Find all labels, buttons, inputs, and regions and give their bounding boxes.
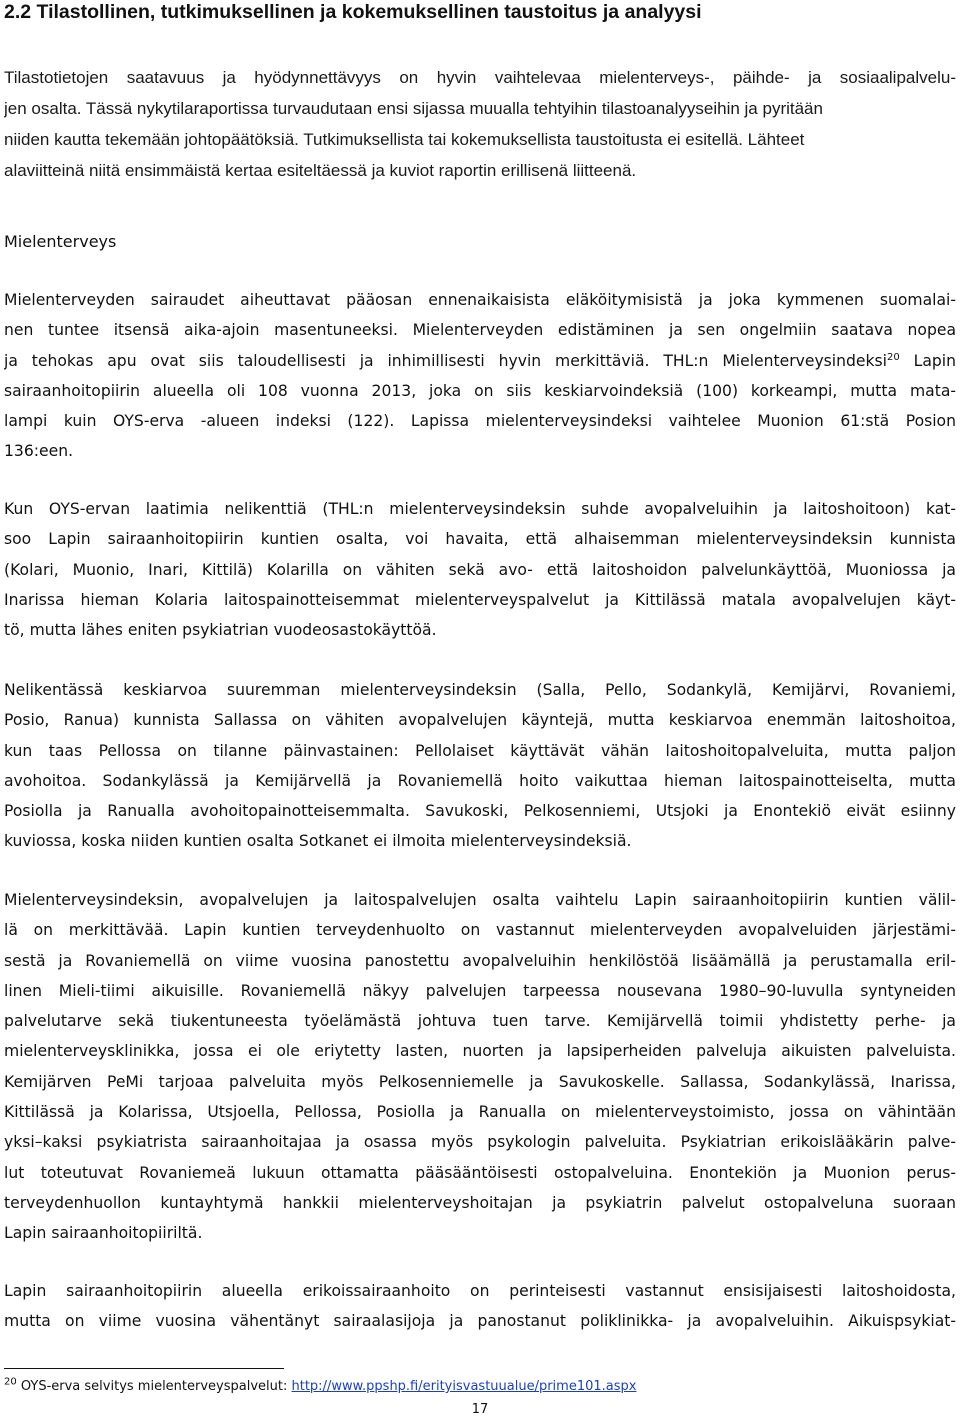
text-line: kun taas Pellossa on tilanne päinvastainen: Pellolaiset käyttävät vähän laitoshoitopalveluita, mutta paljon [4, 741, 956, 760]
text-line: Kun OYS-ervan laatimia nelikenttiä (THL:n mielenterveysindeksin suhde avopalveluihin ja laitoshoitoon) kat- [4, 500, 956, 518]
text-line: lä on merkittävää. Lapin kuntien terveydenhuolto on vastannut mielenterveyden avopalveluiden järjestämi- [4, 921, 956, 940]
text-line: Kittilässä ja Kolarissa, Utsjoella, Pellossa, Posiolla ja Ranualla on mielenterveystoimisto, jossa on vähintään [4, 1103, 956, 1122]
paragraph-3 [4, 675, 956, 857]
text-line: alaviitteinä niitä ensimmäistä kertaa esiteltäessä ja kuviot raportin erillisenä liitteenä. [4, 161, 637, 180]
footnote-link[interactable]: http://www.ppshp.fi/erityisvastuualue/prime101.aspx [291, 1379, 637, 1394]
text-line: lut toteutuvat Rovaniemeä lukuun ottamatta pääsääntöisesti ostopalveluina. Enontekiön ja Muonion perus- [4, 1163, 956, 1182]
text-line: Posio, Ranua) kunnista Sallassa on vähiten avopalvelujen käyntejä, mutta keskiarvoa enemmän laitoshoitoa, [4, 711, 956, 730]
text-line: tö, mutta lähes eniten psykiatrian vuodeosastokäyttöä. [4, 621, 437, 640]
text-line: Inarissa hieman Kolaria laitospainotteisemmat mielenterveyspalvelut ja Kittilässä matala avopalvelujen käyt- [4, 590, 956, 609]
section-heading: 2.2 Tilastollinen, tutkimuksellinen ja kokemuksellinen taustoitus ja analyysi [4, 1, 702, 23]
paragraph-1 [4, 285, 956, 467]
footnote-divider [4, 1368, 284, 1369]
paragraph-2 [4, 494, 956, 645]
paragraph-4 [4, 885, 956, 1249]
text-line: sairaanhoitopiirin alueella oli 108 vuonna 2013, joka on siis keskiarvoindeksiä (100) korkeampi, mutta mata- [4, 381, 956, 400]
text-line: jen osalta. Tässä nykytilaraportissa turvaudutaan ensi sijassa muualla tehtyihin tilastoanalyyseihin ja pyritään [4, 99, 823, 118]
text-line: niiden kautta tekemään johtopäätöksiä. Tutkimuksellista tai kokemuksellista taustoitusta ei esitellä. Lähteet [4, 130, 805, 149]
text-line: avohoitoa. Sodankylässä ja Kemijärvellä ja Rovaniemellä hoito vaikuttaa hieman laitospainotteiselta, mutta [4, 771, 956, 790]
footnote-number: 20 [4, 1376, 17, 1388]
text-line: terveydenhuollon kuntayhtymä hankkii mielenterveyshoitajan ja psykiatrin palvelut ostopalveluna suoraan [4, 1193, 956, 1212]
text-line: Lapin sairaanhoitopiiriltä. [4, 1224, 203, 1243]
footnote-text: OYS-erva selvitys mielenterveyspalvelut: [16, 1379, 292, 1394]
text-line: Mielenterveyden sairaudet aiheuttavat pääosan ennenaikaisista eläköitymisistä ja joka kymmenen suomalai- [4, 291, 956, 309]
text-line: Posiolla ja Ranualla avohoitopainotteisemmalta. Savukoski, Pelkosenniemi, Utsjoki ja Enontekiö eivät esiinny [4, 802, 956, 821]
text-line [4, 346, 956, 376]
footnote [4, 1377, 636, 1397]
subheading-mental-health: Mielenterveys [4, 232, 117, 251]
text-line: Lapin sairaanhoitopiirin alueella erikoissairaanhoito on perinteisesti vastannut ensisijaisesti laitoshoidosta, [4, 1282, 956, 1300]
text-line: mielenterveysklinikka, jossa ei ole eriytetty lasten, nuorten ja lapsiperheiden palveluja aikuisten palveluista. [4, 1042, 956, 1061]
text-line: Mielenterveysindeksin, avopalvelujen ja laitospalvelujen osalta vaihtelu Lapin sairaanhoitopiirin kuntien välil- [4, 891, 956, 909]
text-line: palvelutarve sekä tiukentuneesta työelämästä johtuva tuen tarve. Kemijärvellä toimii yhdistetty perhe- ja [4, 1012, 956, 1031]
text-line: soo Lapin sairaanhoitopiirin kuntien osalta, voi havaita, että alhaisemman mielenterveysindeksin kunnista [4, 530, 956, 549]
paragraph-5 [4, 1276, 956, 1337]
text-line: sestä ja Rovaniemellä on viime vuosina panostettu avopalveluihin henkilöstöä lisäämällä ja perustamalla eril- [4, 951, 956, 970]
text-line: Tilastotietojen saatavuus ja hyödynnettävyys on hyvin vaihtelevaa mielenterveys-, päihde- ja sosiaalipalvelu- [4, 68, 956, 87]
text-fragment: Lapin [899, 351, 956, 370]
text-line: Nelikentässä keskiarvoa suuremman mielenterveysindeksin (Salla, Pello, Sodankylä, Kemijärvi, Rovaniemi, [4, 681, 956, 699]
text-line: Kemijärven PeMi tarjoaa palveluita myös Pelkosenniemelle ja Savukoskelle. Sallassa, Sodankylässä, Inarissa, [4, 1072, 956, 1091]
text-line: lampi kuin OYS-erva -alueen indeksi (122). Lapissa mielenterveysindeksi vaihtelee Muonion 61:stä Posion [4, 412, 956, 431]
text-line: nen tuntee itsensä aika-ajoin masentuneeksi. Mielenterveyden edistäminen ja sen ongelmiin saatava nopea [4, 321, 956, 340]
page-number: 17 [471, 1402, 489, 1417]
text-line: (Kolari, Muonio, Inari, Kittilä) Kolarilla on vähiten sekä avo- että laitoshoidon palvelunkäyttöä, Muoniossa ja [4, 560, 956, 579]
text-line: yksi–kaksi psykiatrista sairaanhoitajaa ja osassa myös psykologin palveluita. Psykiatrian erikoislääkärin palve- [4, 1133, 956, 1152]
intro-paragraph [4, 62, 956, 186]
text-line: 136:een. [4, 442, 74, 461]
footnote-reference[interactable]: 20 [887, 351, 900, 363]
text-line: linen Mieli-tiimi aikuisille. Rovaniemellä näkyy palvelujen tarpeessa nousevana 1980–90-luvulla syntyneiden [4, 981, 956, 1000]
text-line: mutta on viime vuosina vähentänyt sairaalasijoja ja panostanut poliklinikka- ja avopalveluihin. Aikuispsykiat- [4, 1312, 956, 1331]
text-fragment: ja tehokas apu ovat siis taloudellisesti ja inhimillisesti hyvin merkittäviä. THL:n Mielenterveysindeksi [4, 351, 887, 370]
text-line: kuviossa, koska niiden kuntien osalta Sotkanet ei ilmoita mielenterveysindeksiä. [4, 832, 632, 851]
